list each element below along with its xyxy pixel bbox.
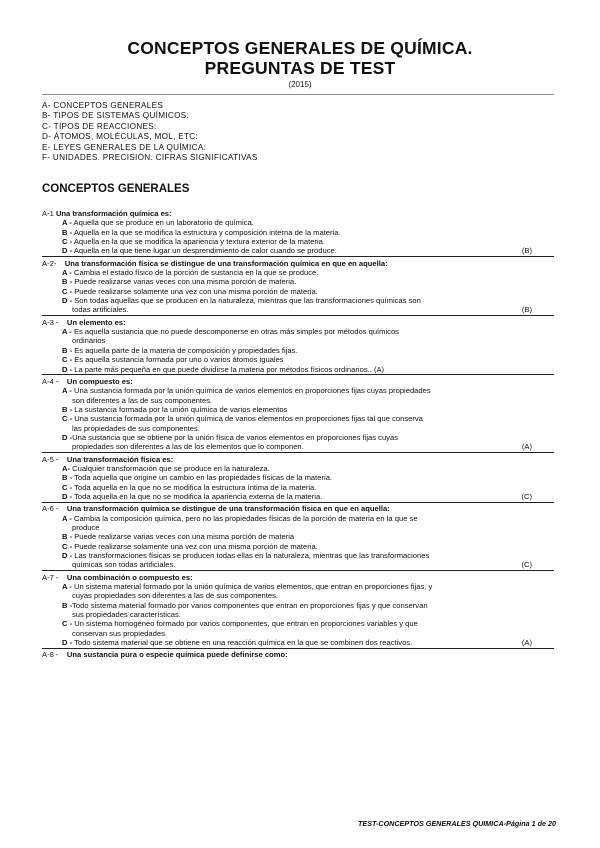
question-header bbox=[42, 318, 554, 327]
question-text: Una combinación o compuesto es: bbox=[66, 572, 193, 582]
correct-answer: (A) bbox=[521, 442, 532, 452]
option-letter: A - bbox=[62, 218, 72, 228]
option-text: Todo sistema material formado por varios componentes que entran en proporciones fijas y que conservan bbox=[72, 600, 428, 610]
option-letter: C - bbox=[62, 286, 73, 296]
page-footer: TEST-CONCEPTOS GENERALES QUIMICA-Página 1 de 20 bbox=[358, 819, 556, 828]
answer-option bbox=[42, 551, 554, 570]
toc-item: A- CONCEPTOS GENERALES bbox=[42, 101, 164, 110]
answer-option bbox=[42, 268, 554, 277]
option-letter: B - bbox=[62, 227, 73, 237]
option-letter: D - bbox=[62, 432, 73, 442]
answer-option bbox=[42, 542, 554, 551]
answer-option bbox=[42, 582, 554, 601]
toc-item: D- ÁTOMOS, MOLÉCULAS, MOL, ETC: bbox=[42, 132, 199, 142]
toc-item: E- LEYES GENERALES DE LA QUÍMICA: bbox=[42, 142, 207, 152]
section-title: CONCEPTOS GENERALES bbox=[42, 183, 190, 195]
correct-answer: (B) bbox=[521, 305, 532, 315]
option-letter: B - bbox=[62, 532, 73, 542]
option-text: Toda aquella en la que no se modifica la estructura íntima de la materia. bbox=[72, 482, 317, 492]
toc-item: C- TIPOS DE REACCIONES: bbox=[42, 121, 157, 131]
answer-option bbox=[42, 492, 554, 501]
option-letter: C - bbox=[62, 355, 73, 365]
answer-option bbox=[42, 433, 554, 452]
answer-option bbox=[42, 296, 554, 315]
correct-answer: (C) bbox=[521, 560, 532, 570]
question-number: A-2- bbox=[42, 258, 65, 268]
option-letter: C - bbox=[62, 237, 73, 247]
question-header bbox=[42, 259, 554, 268]
question-header bbox=[42, 377, 554, 386]
question-number: A-8 - bbox=[42, 650, 67, 660]
answer-option bbox=[42, 601, 554, 620]
option-text: Aquella que se produce en un laboratorio de química. bbox=[71, 218, 254, 228]
answer-option bbox=[42, 619, 554, 638]
question-number: A-6 - bbox=[42, 504, 67, 514]
correct-answer: (A) bbox=[521, 638, 532, 648]
option-letter: D - bbox=[62, 246, 73, 256]
question-header bbox=[42, 209, 554, 218]
question-number: A-3 - bbox=[42, 317, 67, 327]
option-text-continuation: cuyas propiedades son diferentes a las de sus componentes. bbox=[72, 591, 279, 601]
option-text: La parte más pequeña en que puede dividirse la materia por métodos físicos ordinarios.. (A) bbox=[72, 364, 385, 374]
question-list bbox=[42, 209, 554, 662]
option-text: Es aquella sustancia formada por uno o varios átomos iguales bbox=[72, 355, 284, 365]
option-letter: A - bbox=[62, 582, 72, 592]
option-text: Son todas aquellas que se producen en la naturaleza, mientras que las transformaciones químicas son bbox=[72, 296, 421, 306]
answer-option bbox=[42, 414, 554, 433]
question-block bbox=[42, 209, 554, 257]
answer-option bbox=[42, 386, 554, 405]
question-header bbox=[42, 504, 554, 513]
option-text-continuation: sus propiedades características. bbox=[72, 610, 181, 620]
option-letter: B - bbox=[62, 473, 73, 483]
question-block bbox=[42, 573, 554, 649]
option-text: Puede realizarse varias veces con una misma porción de materia. bbox=[72, 277, 297, 287]
option-text-continuation: son diferentes a las de sus componentes. bbox=[72, 395, 213, 405]
option-letter: D - bbox=[62, 491, 73, 501]
answer-option bbox=[42, 638, 554, 647]
question-text: Una transformación física es: bbox=[66, 454, 174, 464]
question-text: Una sustancia pura o especie química puede definirse como: bbox=[66, 650, 288, 660]
question-header bbox=[42, 455, 554, 464]
question-text: Un compuesto es: bbox=[66, 376, 133, 386]
answer-option bbox=[42, 405, 554, 414]
option-letter: A - bbox=[62, 268, 72, 278]
option-letter: D - bbox=[62, 364, 73, 374]
option-text: Todo sistema material que se obtiene en una reacción química en la que se combinen dos reactivos. bbox=[72, 638, 413, 648]
toc-item: B- TIPOS DE SISTEMAS QUÍMICOS: bbox=[42, 111, 190, 121]
answer-option bbox=[42, 277, 554, 286]
option-letter: B - bbox=[62, 600, 73, 610]
option-text: Toda aquella que origine un cambio en las propiedades físicas de la materia. bbox=[72, 473, 333, 483]
option-letter: C - bbox=[62, 541, 73, 551]
option-text: Puede realizarse solamente una vez con una misma porción de materia. bbox=[72, 541, 318, 551]
option-text: Aquella en la que se modifica la apariencia y textura exterior de la materia. bbox=[72, 237, 325, 247]
question-text: Una transformación química se distingue de una transformación física en que en aquella: bbox=[66, 504, 390, 514]
question-text: Un elemento es: bbox=[66, 317, 126, 327]
option-letter: C - bbox=[62, 619, 73, 629]
header-divider bbox=[42, 94, 554, 95]
answer-option bbox=[42, 237, 554, 246]
answer-option bbox=[42, 483, 554, 492]
option-letter: B - bbox=[62, 277, 73, 287]
answer-option bbox=[42, 473, 554, 482]
option-letter: D - bbox=[62, 638, 73, 648]
option-text: Una sustancia formada por la unión química de varios elementos en proporciones fijas tal que conserva bbox=[72, 414, 423, 424]
option-letter: D - bbox=[62, 296, 73, 306]
answer-option bbox=[42, 246, 554, 255]
answer-option bbox=[42, 514, 554, 533]
option-text: Una sustancia que se obtiene por la unión física de varios elementos en proporciones fijas cuyas bbox=[72, 432, 399, 442]
question-block bbox=[42, 650, 554, 660]
question-number: A-5 - bbox=[42, 454, 67, 464]
answer-option bbox=[42, 287, 554, 296]
question-block bbox=[42, 377, 554, 453]
question-number: A-1 bbox=[42, 209, 56, 218]
option-text-continuation: todas artificiales. bbox=[72, 305, 129, 315]
option-text: Puede realizarse varias veces con una misma porción de materia bbox=[72, 532, 295, 542]
option-text: Es aquella parte de la materia de composición y propiedades fijas. bbox=[72, 345, 298, 355]
option-letter: C - bbox=[62, 482, 73, 492]
answer-option bbox=[42, 464, 554, 473]
question-number: A-7 - bbox=[42, 572, 67, 582]
option-text: Toda aquella en la que no se modifica la apariencia externa de la materia. bbox=[72, 491, 323, 501]
correct-answer: (C) bbox=[521, 491, 532, 501]
option-text-continuation: ordinarios bbox=[72, 336, 106, 346]
document-title-line2: PREGUNTAS DE TEST bbox=[204, 58, 396, 78]
option-text: Aquella en la que se modifica la estructura y composición interna de la materia. bbox=[72, 227, 341, 237]
question-block bbox=[42, 259, 554, 317]
document-year: (2015) bbox=[288, 80, 312, 89]
answer-option bbox=[42, 346, 554, 355]
question-text: Una transformación química es: bbox=[55, 209, 172, 218]
option-text: Es aquella sustancia que no puede descomponerse en otras más simples por métodos químicos bbox=[71, 327, 399, 337]
answer-option bbox=[42, 327, 554, 346]
option-text: Las transformaciones físicas se producen todas ellas en la naturaleza, mientras que las transformaciones bbox=[72, 551, 430, 561]
answer-option bbox=[42, 228, 554, 237]
question-block bbox=[42, 504, 554, 571]
option-text-continuation: conservan sus propiedades. bbox=[72, 628, 167, 638]
question-block bbox=[42, 318, 554, 376]
option-letter: C - bbox=[62, 414, 73, 424]
answer-option bbox=[42, 365, 554, 374]
table-of-contents bbox=[42, 101, 258, 163]
answer-option bbox=[42, 532, 554, 541]
option-text: Aquella en la que tiene lugar un desprendimiento de calor cuando se produce. bbox=[72, 246, 337, 256]
option-text: Cambia la composición química, pero no las propiedades físicas de la porción de materia en la que se bbox=[71, 513, 418, 523]
option-text-continuation: propiedades son diferentes a las de los elementos que lo componen. bbox=[72, 442, 304, 452]
question-number: A-4 - bbox=[42, 376, 67, 386]
option-text: Una sustancia formada por la unión química de varios elementos en proporciones fijas cuyas propiedades bbox=[71, 386, 431, 396]
option-letter: D - bbox=[62, 551, 73, 561]
option-letter: A - bbox=[62, 513, 72, 523]
option-text-continuation: produce bbox=[72, 523, 100, 532]
option-text: Cambia el estado físico de la porción de sustancia en la que se produce. bbox=[71, 268, 319, 278]
toc-item: F- UNIDADES. PRECISIÓN. CIFRAS SIGNIFICATIVAS bbox=[42, 153, 258, 163]
option-text: Un sistema homogéneo formado por varios componentes, que entran en proporciones variables y que bbox=[72, 619, 418, 629]
answer-option bbox=[42, 355, 554, 364]
question-header bbox=[42, 650, 554, 659]
question-header bbox=[42, 573, 554, 582]
option-letter: B - bbox=[62, 345, 73, 355]
answer-option bbox=[42, 218, 554, 227]
option-letter: A - bbox=[62, 327, 72, 337]
question-text: Una transformación física se distingue de una transformación química en que en aquella: bbox=[64, 258, 388, 268]
option-text: Un sistema material formado por la unión química de varios elementos, que entran en proporciones fijas, y bbox=[71, 582, 433, 592]
option-text-continuation: las propiedades de sus componentes. bbox=[72, 423, 200, 433]
question-block bbox=[42, 455, 554, 503]
option-text: Puede realizarse solamente una vez con una misma porción de materia. bbox=[72, 286, 318, 296]
option-text: Cualquier transformación que se produce en la naturaleza. bbox=[70, 463, 270, 473]
option-text: La sustancia formada por la unión química de varios elementos bbox=[72, 404, 288, 414]
option-letter: B - bbox=[62, 404, 73, 414]
correct-answer: (B) bbox=[521, 246, 532, 256]
option-letter: A - bbox=[62, 386, 72, 396]
option-letter: A- bbox=[62, 463, 71, 473]
option-text-continuation: químicas son todas artificiales. bbox=[72, 560, 176, 570]
document-title-line1: CONCEPTOS GENERALES DE QUÍMICA. bbox=[127, 38, 473, 58]
